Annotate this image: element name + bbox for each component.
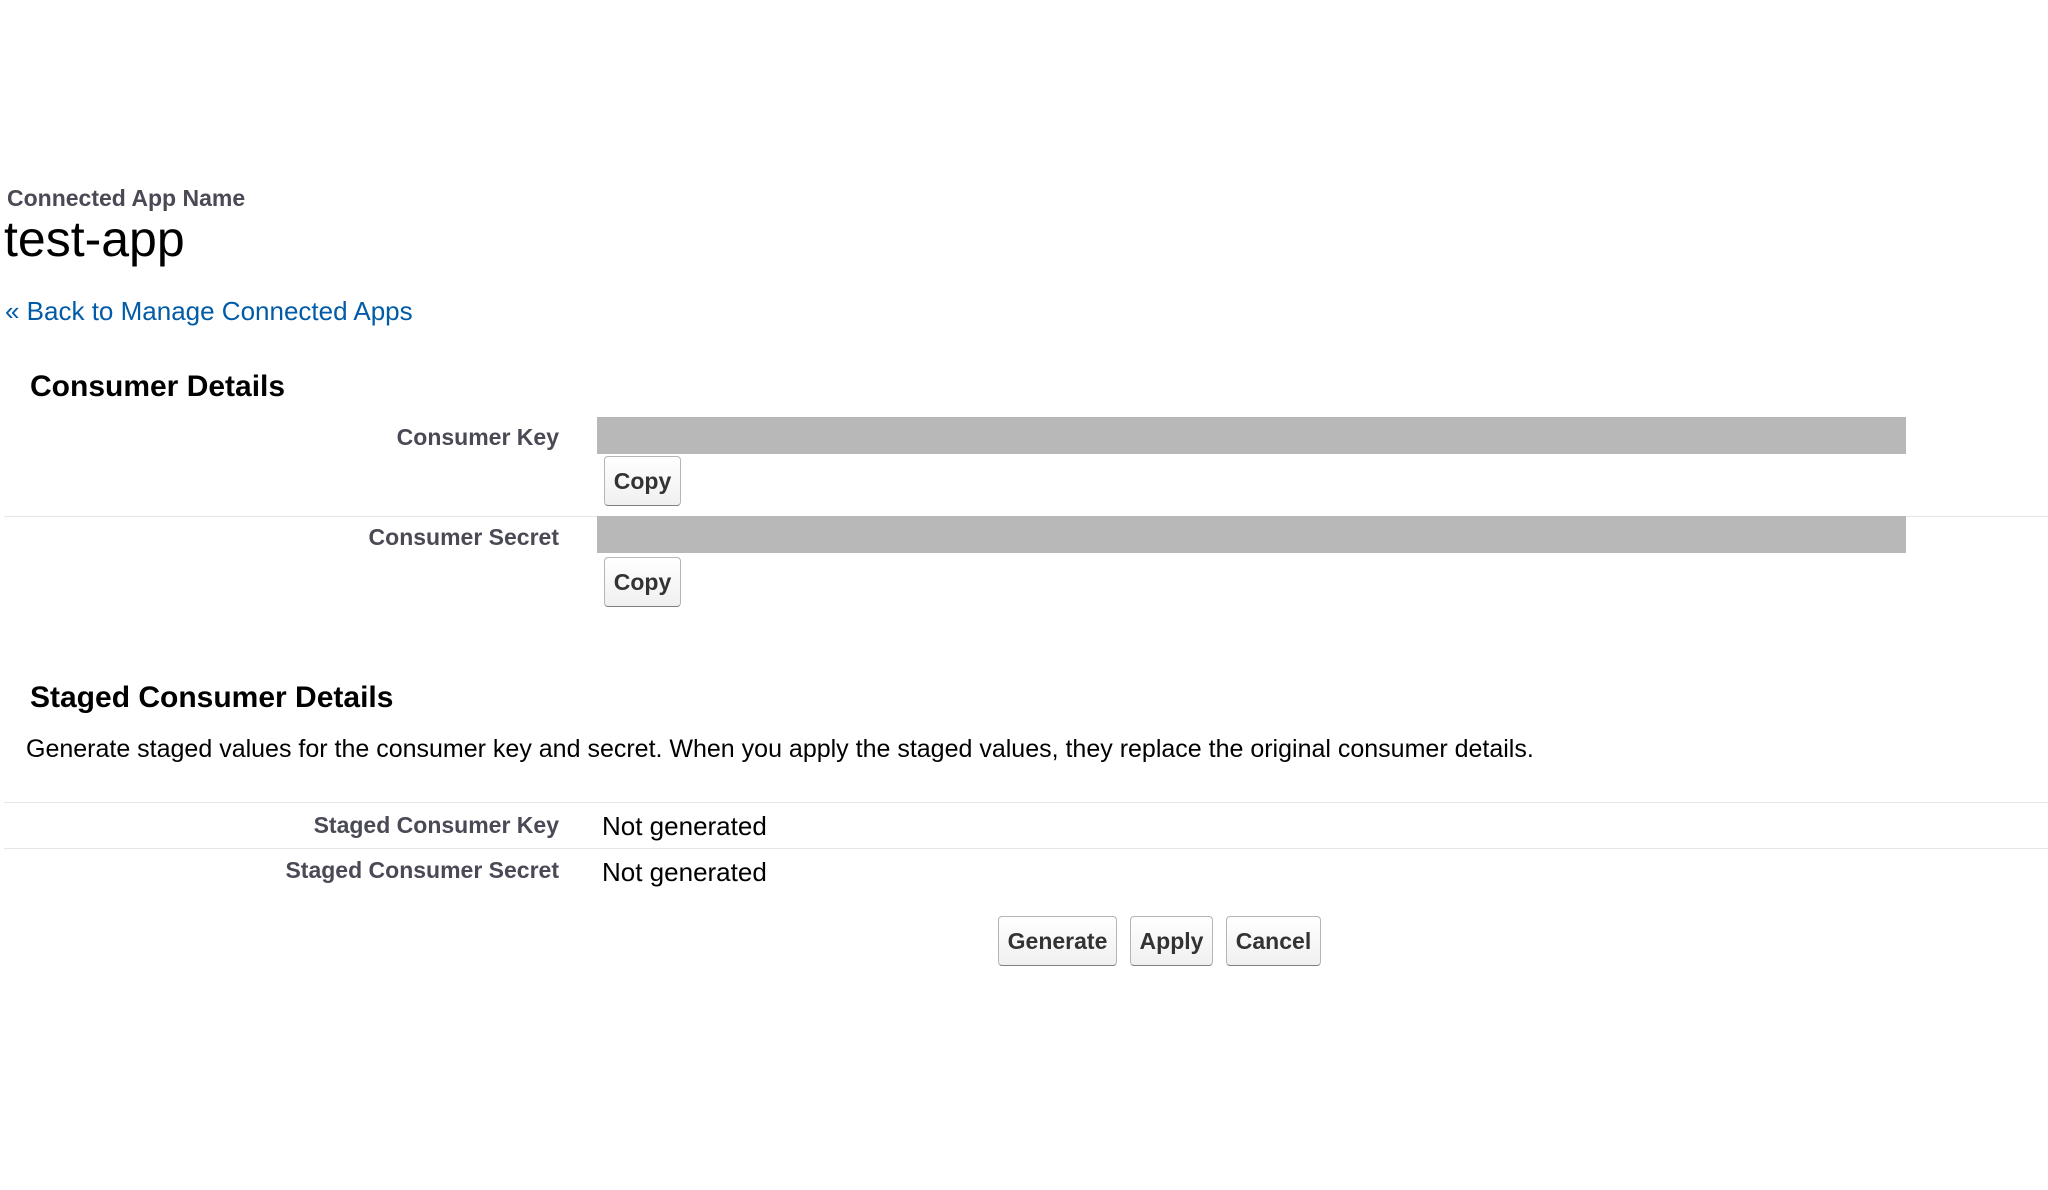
consumer-secret-masked-value: [597, 516, 1906, 553]
app-name-label: Connected App Name: [7, 185, 246, 211]
staged-consumer-secret-value: Not generated: [602, 857, 767, 887]
consumer-details-heading: Consumer Details: [30, 370, 286, 403]
page-title: test-app: [4, 211, 185, 267]
back-to-manage-connected-apps-link[interactable]: « Back to Manage Connected Apps: [5, 296, 413, 326]
copy-consumer-secret-button[interactable]: Copy: [604, 557, 681, 607]
consumer-key-masked-value: [597, 417, 1906, 454]
staged-consumer-key-value: Not generated: [602, 811, 767, 841]
staged-consumer-secret-label: Staged Consumer Secret: [285, 857, 559, 883]
staged-details-description: Generate staged values for the consumer key and secret. When you apply the staged values, they replace the original consumer details.: [26, 735, 1534, 763]
consumer-key-label: Consumer Key: [396, 424, 559, 450]
apply-button[interactable]: Apply: [1130, 916, 1213, 966]
copy-consumer-key-button[interactable]: Copy: [604, 456, 681, 506]
row-divider: [4, 848, 2048, 849]
cancel-button[interactable]: Cancel: [1226, 916, 1321, 966]
staged-consumer-details-heading: Staged Consumer Details: [30, 681, 394, 714]
staged-consumer-key-label: Staged Consumer Key: [313, 812, 559, 838]
row-divider: [4, 802, 2048, 803]
consumer-secret-label: Consumer Secret: [368, 524, 559, 550]
generate-button[interactable]: Generate: [998, 916, 1117, 966]
